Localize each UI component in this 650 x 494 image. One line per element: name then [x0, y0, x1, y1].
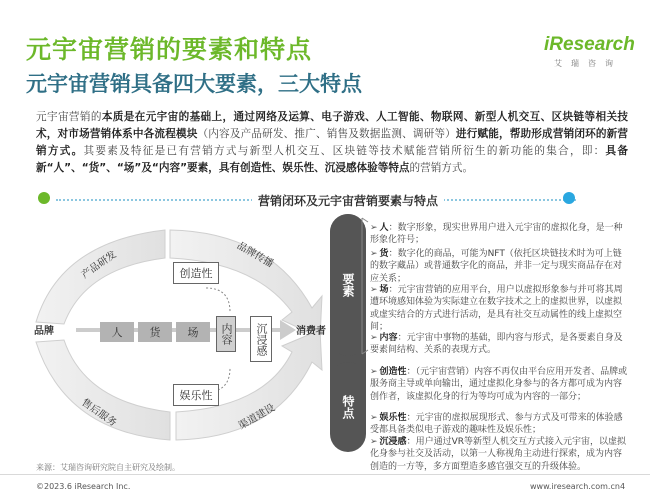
element-desc-goods: ：数字化的商品，可能为NFT（依托区块链技术时为可上链的数字藏品）或普通数字化的商品，并非一定与现实商品存在对应关系；: [370, 249, 623, 284]
element-desc-venue: ：元宇宙营销的应用平台，用户以虚拟形象参与并可将其周遭环境感知体验为实际建立在数字技术之上的虚拟世界，以虚拟或虚实结合的方式进行活动，是具有社交互动属性的线上虚拟空间；: [370, 285, 623, 332]
element-goods: 货: [138, 322, 172, 342]
footer-divider: [0, 474, 650, 475]
element-item-goods: ➢ 货：数字化的商品，可能为NFT（依托区块链技术时为可上链的数字藏品）或普通数字化的商品，并非一定与现实商品存在对应关系；: [370, 249, 623, 284]
label-after-sales: 售后服务: [79, 397, 119, 430]
footer-copyright: ©2023.6 iResearch Inc.: [36, 482, 131, 491]
label-brand-spread: 品牌传播: [234, 240, 276, 270]
element-venue: 场: [176, 322, 210, 342]
feature-desc-immersion: ：用户通过VR等新型人机交互方式接入元宇宙，以虚拟化身参与社交及活动，以第一人称视角主动进行探索，成为内容创造的一方等，多方面塑造多感官强交互的升级体验。: [370, 437, 626, 472]
features-pill: 特点: [330, 362, 366, 452]
brace-elements: [360, 216, 370, 356]
iresearch-logo: [544, 34, 634, 74]
logo-subtext: 艾瑞咨询: [554, 59, 622, 68]
feature-term-entertainment: 娱乐性: [379, 413, 407, 423]
footer-website: www.iresearch.com.cn: [530, 482, 620, 491]
intro-text-3: 其要素及特征是已有营销方式与新型人机交互、区块链等技术赋能营销所衍生的新功能的集合，即：: [83, 145, 606, 157]
feature-desc-entertainment: ：元宇宙的虚拟展现形式、参与方式及可带来的体验感受都具备类似电子游戏的趣味性及娱乐性；: [370, 413, 623, 436]
intro-text-2: （内容及产品研发、推广、销售及数据监测、调研等）: [197, 128, 456, 140]
element-term-person: 人: [379, 223, 389, 233]
element-term-venue: 场: [379, 285, 389, 295]
element-item-content: ➢ 内容：元宇宙中事物的基础，即内容与形式，是各要素自身及要素间结构、关系的表现方式。: [370, 333, 623, 356]
logo-text: iResearch: [544, 34, 635, 55]
label-channel: 渠道建设: [236, 402, 278, 432]
label-product-rd: 产品研发: [79, 249, 119, 282]
feature-item-immersion: ➢ 沉浸感：用户通过VR等新型人机交互方式接入元宇宙，以虚拟化身参与社交及活动，以第一人称视角主动进行探索，成为内容创造的一方等，多方面塑造多感官强交互的升级体验。: [370, 437, 626, 472]
feature-term-creativity: 创造性: [379, 367, 407, 377]
intro-text-4: 的营销方式。: [409, 162, 474, 174]
arc-bottom-left: [36, 340, 170, 440]
feature-item-creativity: ➢ 创造性：（元宇宙营销）内容不再仅由平台应用开发者、品牌或服务商主导或单向输出，通过虚拟化身参与的各方都可成为内容创作者，该虚拟化身的行为等均可成为内容的一部分；: [370, 367, 628, 402]
element-item-person: ➢ 人：数字形象，现实世界用户进入元宇宙的虚拟化身，是一种形象化符号；: [370, 223, 623, 246]
intro-text-1: 元宇宙营销的: [36, 111, 102, 123]
element-term-content: 内容: [379, 333, 398, 343]
intro-bold-2: 进行赋能，帮助形成营销闭环的新营销方式。: [36, 128, 629, 157]
intro-paragraph: [36, 109, 628, 177]
page-title: 元宇宙营销的要素和特点: [26, 35, 313, 64]
dash-connector-top: [206, 288, 230, 312]
element-desc-person: ：数字形象，现实世界用户进入元宇宙的虚拟化身，是一种形象化符号；: [370, 223, 623, 246]
section-title: 营销闭环及元宇宙营销要素与特点: [252, 192, 444, 209]
element-item-venue: ➢ 场：元宇宙营销的应用平台，用户以虚拟形象参与并可将其周遭环境感知体验为实际建立在数字技术之上的虚拟世界，以虚拟或虚实结合的方式进行活动，是具有社交互动属性的线上虚拟空间；: [370, 285, 623, 332]
elements-pill: 要素: [330, 214, 366, 356]
arc-top-left: [36, 230, 165, 324]
section-dot-left: [38, 192, 50, 204]
feature-item-entertainment: ➢ 娱乐性：元宇宙的虚拟展现形式、参与方式及可带来的体验感受都具备类似电子游戏的趣味性及娱乐性；: [370, 413, 623, 436]
feature-term-immersion: 沉浸感: [379, 437, 407, 447]
element-person: 人: [100, 322, 134, 342]
label-brand: 品牌: [34, 326, 54, 337]
section-dot-right: [563, 192, 575, 204]
intro-bold-1: 本质是在元宇宙的基础上，通过网络及运算、电子游戏、人工智能、物联网、新型人机交互、区块链等相关技术，对市场营销体系中各流程模块: [36, 111, 629, 140]
element-term-goods: 货: [379, 249, 389, 259]
label-consumer: 消费者: [296, 326, 326, 337]
intro-bold-3: 具备新“人”、“货”、“场”及“内容”要素，具有创造性、娱乐性、沉浸感体验等特点: [36, 145, 629, 174]
footer-page-number: 4: [620, 482, 626, 491]
page-subtitle: 元宇宙营销具备四大要素，三大特点: [26, 72, 362, 96]
entertainment-box: 娱乐性: [173, 384, 219, 406]
creativity-box: 创造性: [173, 262, 219, 284]
element-desc-content: ：元宇宙中事物的基础，即内容与形式，是各要素自身及要素间结构、关系的表现方式。: [370, 333, 623, 356]
element-content: 内容: [216, 316, 236, 352]
feature-immersion: 沉浸感: [250, 316, 272, 362]
feature-desc-creativity: ：（元宇宙营销）内容不再仅由平台应用开发者、品牌或服务商主导或单向输出，通过虚拟化身参与的各方都可成为内容创作者，该虚拟化身的行为等均可成为内容的一部分；: [370, 367, 628, 402]
source-note: 来源：艾瑞咨询研究院自主研究及绘制。: [36, 463, 180, 472]
